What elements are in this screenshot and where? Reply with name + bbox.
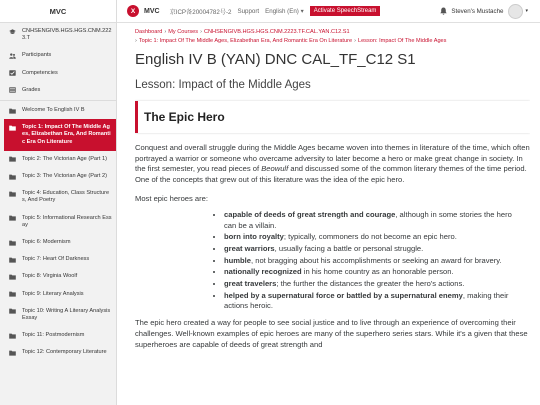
trait-bold: great travelers [224,279,277,289]
folder-icon [9,108,16,114]
course-index-list [0,23,116,362]
trait-text: , not bragging about his accomplishments or seeking an award for bravery. [251,255,502,265]
language-menu[interactable] [265,8,304,15]
site-name[interactable]: MVC [144,7,160,15]
traits-intro: Most epic heroes are: [135,193,209,203]
trait-text: ; the further the distances the greater the hero's actions. [276,279,465,289]
language-caret-icon: ▾ [300,7,304,15]
breadcrumb-link[interactable]: CNHSENGIVB.HGS.HGS.CNM.2223.TF.CAL.YAN.C12.S1 [203,29,350,35]
drawer-section-item[interactable] [0,327,116,344]
bell-icon[interactable] [440,7,447,15]
drawer-item-grades[interactable] [0,82,116,99]
site-logo-icon[interactable]: X [127,5,139,17]
drawer-section-item[interactable] [0,151,116,168]
list-item [224,291,524,312]
folder-icon [9,257,16,263]
trait-text: in his home country as an honorable person. [301,267,454,277]
breadcrumb-link[interactable]: Topic 1: Impact Of The Middle Ages, Elizabethan Era, And Romantic Era On Literature [138,37,353,44]
folder-icon [9,156,16,162]
list-item [224,210,524,231]
drawer-brand: MVC [0,0,116,23]
user-caret-icon[interactable]: ▾ [525,8,528,14]
drawer-item-label: Topic 4: Education, Class Structures, And Poetry [22,190,110,204]
drawer-item-label: Topic 11: Postmodernism [22,332,85,339]
drawer-item-label: Topic 2: The Victorian Age (Part 1) [22,155,107,162]
folder-icon [9,191,16,197]
drawer-section-item[interactable] [0,102,116,119]
trait-bold: helped by a supernatural force or battled by a supernatural enemy [224,290,463,300]
intro-italic: Beowulf [261,164,289,174]
folder-icon [9,125,16,131]
breadcrumb-line-1 [135,28,530,37]
intro-text-1: Conquest and overall struggle during the Middle Ages became woven into themes in literature of the time, which often portrayed a warrior or someone who overcame adversity to later become a hero or make great change in society. In the first semester, you read pieces of [135,143,530,174]
breadcrumb-line-2 [135,37,530,46]
drawer-item-course[interactable] [0,23,116,47]
drawer-item-participants[interactable] [0,47,116,64]
graduation-cap-icon [9,29,16,35]
intro-paragraph [135,143,530,186]
drawer-section-item[interactable] [0,286,116,303]
drawer-section-item[interactable] [0,344,116,361]
list-item [224,244,524,255]
drawer-item-label: Topic 10: Writing A Literary Analysis Essay [22,307,111,322]
drawer-item-label: Topic 1: Impact Of The Middle Ages, Elizabethan Era, And Romantic Era On Literature [22,124,111,145]
trait-text: , making their actions heroic. [224,290,509,311]
trait-bold: humble [224,255,252,265]
trait-bold: capable of deeds of great strength and courage [224,209,396,219]
lesson-heading: Lesson: Impact of the Middle Ages [135,79,311,91]
trait-bold: born into royalty [224,232,284,242]
drawer-section-item[interactable] [0,303,116,327]
folder-icon [9,291,16,297]
breadcrumb-link[interactable]: Dashboard [135,29,163,35]
activate-speechstream-button[interactable]: Activate SpeechStream [310,6,381,16]
main-content [135,23,530,405]
drawer-item-label: Topic 12: Contemporary Literature [22,349,107,356]
drawer-item-label: Grades [22,86,41,93]
folder-icon [9,350,16,356]
section-title: The Epic Hero [135,101,530,133]
support-link[interactable]: Support [237,7,260,15]
drawer-item-label: Topic 8: Virginia Woolf [22,273,78,280]
drawer-section-item[interactable] [0,168,116,185]
folder-icon [9,308,16,314]
breadcrumb-separator-icon: › [354,37,356,44]
drawer-item-label: Topic 3: The Victorian Age (Part 2) [22,173,107,180]
folder-icon [9,240,16,246]
drawer-section-item[interactable] [0,185,116,209]
drawer-section-item[interactable] [0,234,116,251]
list-item [224,267,524,278]
drawer-section-item[interactable] [4,119,116,151]
drawer-item-label: CNHSENGIVB.HGS.HGS.CNM.2223.T [22,28,112,42]
breadcrumb-separator-icon: › [164,29,167,35]
users-icon [9,53,16,59]
user-name[interactable]: Steven's Mustache [451,7,504,15]
traits-list [224,210,524,312]
drawer-item-label: Competencies [22,69,58,76]
user-menu[interactable] [440,4,540,19]
drawer-item-label: Topic 6: Modernism [22,239,71,246]
trait-bold: nationally recognized [224,267,302,277]
folder-icon [9,333,16,339]
trait-text: ; typically, commoners do not become an epic hero. [283,232,457,242]
drawer-item-label: Participants [22,52,52,59]
course-index-drawer [0,0,117,405]
list-item [224,256,524,267]
drawer-separator [0,100,116,101]
breadcrumb-link[interactable]: My Courses [168,29,199,35]
folder-icon [9,215,16,221]
drawer-section-item[interactable] [0,251,116,268]
avatar[interactable] [508,4,523,19]
trait-bold: great warriors [224,243,275,253]
drawer-item-label: Welcome To English IV B [22,107,85,114]
trait-text: , although in some stories the hero can be a villain. [224,209,512,230]
breadcrumb-separator-icon: › [200,29,202,35]
intro-text-2: and discussed some of the common literary themes of the time period. One of the concepts that grew out of this literature was the idea of the epic hero. [135,164,527,185]
drawer-section-item[interactable] [0,210,116,234]
list-item [224,279,524,290]
drawer-item-label: Topic 7: Heart Of Darkness [22,256,90,263]
language-label: English (En) [265,7,299,15]
outro-paragraph: The epic hero created a way for people to see social justice and to live through an experience of overcoming their challenges. Well-known examples of epic heroes are many of the superhero series stars. While it's a given that these superheroes are capable of deeds of great strength and [135,318,528,349]
top-navbar [117,0,540,23]
icp-link[interactable]: 京ICP备20004782号-2 [169,8,232,16]
drawer-item-label: Topic 9: Literary Analysis [22,290,84,297]
grades-icon [9,87,16,93]
drawer-section-item[interactable] [0,268,116,285]
drawer-item-competencies[interactable] [0,65,116,82]
breadcrumb-link[interactable]: Lesson: Impact Of The Middle Ages [357,37,447,44]
competencies-icon [9,70,16,76]
page-title: English IV B (YAN) DNC CAL_TF_C12 S1 [135,51,416,68]
breadcrumb-separator-icon: › [135,37,137,44]
trait-text: , usually facing a battle or personal struggle. [274,243,424,253]
list-item [224,232,524,243]
folder-icon [9,274,16,280]
breadcrumb [135,28,530,45]
folder-icon [9,174,16,180]
drawer-item-label: Topic 5: Informational Research Essay [22,214,112,228]
